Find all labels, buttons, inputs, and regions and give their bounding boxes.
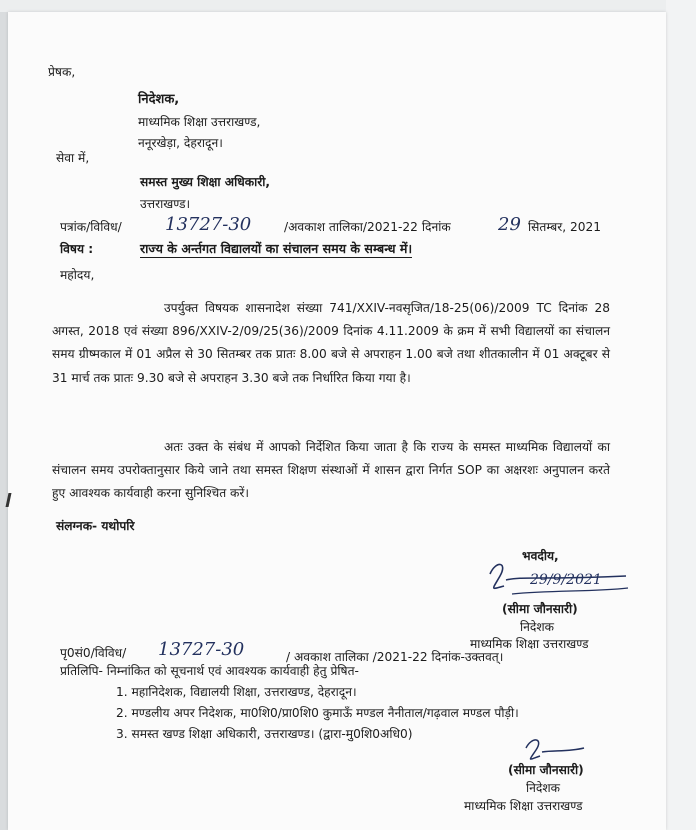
ref-middle: /अवकाश तालिका/2021-22 दिनांक: [284, 220, 451, 234]
closing: भवदीय,: [522, 549, 559, 563]
paragraph-2: [52, 436, 610, 506]
ref-number-handwritten: 13727-30: [165, 214, 252, 235]
paragraph-2-text: अतः उक्त के संबंध में आपको निर्देशित किया जाता है कि राज्य के समस्त माध्यमिक विद्यालयों का संचालन समय उपरोक्तानुसार किये जाने तथा समस्त शिक्षण संस्थाओं में शासन द्वारा निर्गत SOP का अक्षरशः अनुपालन करते हुए आवश्यक कार्यवाही करना सुनिश्चित करें।: [52, 440, 610, 501]
signature-2-office: माध्यमिक शिक्षा उत्तराखण्ड: [464, 799, 583, 813]
signature-1-office: माध्यमिक शिक्षा उत्तराखण्ड: [470, 637, 589, 651]
top-margin: [0, 0, 696, 12]
signature-1-title: निदेशक: [520, 620, 555, 634]
signature-2-scribble: [520, 734, 590, 762]
recipient-name: समस्त मुख्य शिक्षा अधिकारी,: [140, 175, 271, 189]
paragraph-1: [52, 297, 610, 390]
copy-intro: प्रतिलिपि- निम्नांकित को सूचनार्थ एवं आवश्यक कार्यवाही हेतु प्रेषित-: [60, 664, 359, 678]
copy-ref-prefix: पृ0सं0/विविध/: [60, 646, 127, 660]
sender-line1: माध्यमिक शिक्षा उत्तराखण्ड,: [138, 115, 261, 129]
signature-2-title: निदेशक: [526, 781, 561, 795]
signature-2-name: (सीमा जौनसारी): [508, 763, 584, 777]
ref-suffix: सितम्बर, 2021: [528, 220, 602, 234]
subject-label: विषय :: [60, 242, 94, 256]
sender-label: प्रेषक,: [48, 65, 76, 79]
right-margin: [666, 0, 696, 830]
sender-line2: ननूरखेड़ा, देहरादून।: [138, 136, 223, 150]
subject-wrapper: [140, 241, 412, 257]
recipient-line1: उत्तराखण्ड।: [140, 197, 191, 211]
signature-1-name: (सीमा जौनसारी): [502, 602, 578, 616]
ref-prefix: पत्रांक/विविध/: [60, 220, 122, 234]
salutation: महोदय,: [60, 268, 95, 282]
copy-ref-number-handwritten: 13727-30: [158, 639, 245, 660]
paragraph-1-text: उपर्युक्त विषयक शासनादेश संख्या 741/XXIV-नवसृजित/18-25(06)/2009 TC दिनांक 28 अगस्त, 2018 एवं संख्या 896/XXIV-2/09/25(36)/2009 दिनांक 4.11.2009 के क्रम में सभी विद्यालयों का संचालन समय ग्रीष्मकाल में 01 अप्रैल से 30 सितम्बर तक प्रातः 8.00 बजे से अपराहन 1.00 बजे तथा शीतकालीन में 01 अक्टूबर से 31 मार्च तक प्रातः 9.30 बजे से अपराहन 3.30 बजे तक निर्धारित किया गया है।: [52, 301, 610, 385]
copy-item-2: 2. मण्डलीय अपर निदेशक, मा0शि0/प्रा0शि0 कुमाऊँ मण्डल नैनीताल/गढ़वाल मण्डल पौड़ी।: [116, 706, 519, 720]
recipient-label: सेवा में,: [56, 151, 90, 165]
copy-item-3: 3. समस्त खण्ड शिक्षा अधिकारी, उत्तराखण्ड। (द्वारा-मु0शि0अधि0): [116, 727, 413, 741]
enclosure: संलग्नक- यथोपरि: [56, 519, 135, 533]
subject-text: राज्य के अर्न्तगत विद्यालयों का संचालन समय के सम्बन्ध में।: [140, 241, 413, 256]
ref-day-handwritten: 29: [498, 214, 521, 235]
copy-ref-middle: / अवकाश तालिका /2021-22 दिनांक-उक्तवत्।: [286, 650, 504, 664]
copy-item-1: 1. महानिदेशक, विद्यालयी शिक्षा, उत्तराखण्ड, देहरादून।: [116, 685, 357, 699]
sender-name: निदेशक,: [138, 92, 180, 107]
signature-1-date: 29/9/2021: [530, 572, 602, 588]
